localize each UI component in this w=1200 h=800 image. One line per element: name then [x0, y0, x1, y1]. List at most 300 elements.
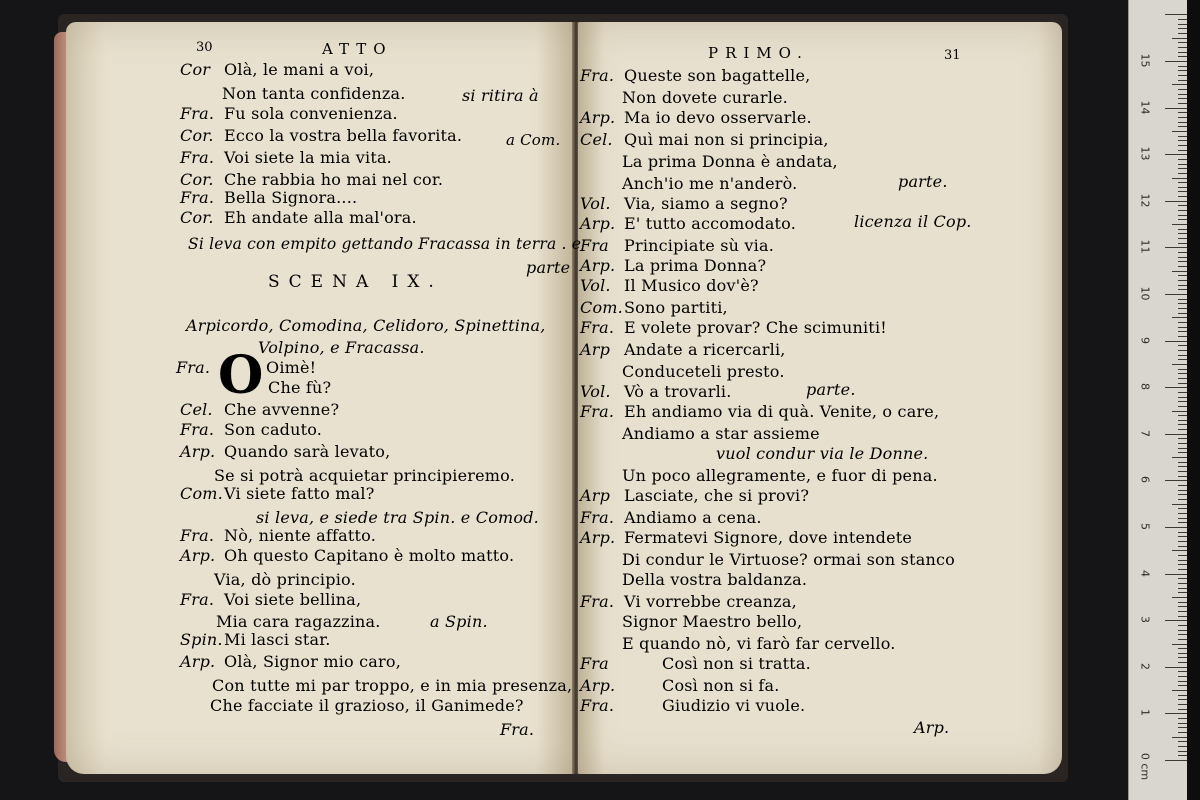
ruler-tick — [1172, 411, 1187, 412]
speaker-label: Fra. — [580, 592, 615, 611]
ruler-tick — [1178, 699, 1187, 700]
line-text: Via, siamo a segno? — [624, 194, 788, 213]
line-text: Via, dò principio. — [214, 570, 356, 589]
speaker-label: Arp. — [580, 256, 616, 275]
ruler-tick — [1178, 322, 1187, 323]
dialogue-line — [180, 484, 375, 504]
line-text: Ma io devo osservarle. — [624, 108, 812, 127]
line-text: Vi vorrebbe creanza, — [624, 592, 797, 611]
dialogue-line — [180, 400, 339, 420]
ruler-tick — [1178, 238, 1187, 239]
dialogue-line — [580, 592, 797, 612]
line-text: Un poco allegramente, e fuor di pena. — [622, 466, 938, 485]
ruler-tick — [1178, 741, 1187, 742]
dialogue-line — [180, 630, 331, 650]
ruler-tick — [1178, 196, 1187, 197]
line-text: Nò, niente affatto. — [224, 526, 377, 545]
speaker-label: Fra — [580, 654, 609, 673]
dialogue-line — [580, 194, 788, 214]
dialogue-line — [622, 152, 838, 172]
line-text: Il Musico dov'è? — [624, 276, 759, 295]
line-text: Vi siete fatto mal? — [224, 484, 375, 503]
dialogue-line — [180, 526, 376, 546]
speaker-label: Fra. — [176, 358, 211, 377]
ruler-tick — [1178, 75, 1187, 76]
line-text: E quando nò, vi farò far cervello. — [622, 634, 896, 653]
dialogue-line — [622, 634, 896, 654]
ruler-tick — [1172, 84, 1187, 85]
line-text: Che facciate il grazioso, il Ganimede? — [210, 696, 524, 715]
speaker-label: Fra. — [580, 696, 615, 715]
ruler-tick — [1178, 117, 1187, 118]
ruler-tick — [1165, 294, 1187, 295]
line-text: E' tutto accomodato. — [624, 214, 797, 233]
stage-direction-licenza: licenza il Cop. — [854, 212, 972, 231]
speaker-label: Vol. — [580, 194, 611, 213]
ruler-tick — [1178, 24, 1187, 25]
ruler-tick — [1178, 718, 1187, 719]
scene-title: SCENA IX. — [268, 272, 443, 292]
ruler-tick — [1178, 546, 1187, 547]
line-text: Ecco la vostra bella favorita. — [224, 126, 463, 145]
ruler-tick — [1178, 52, 1187, 53]
ruler-tick — [1178, 755, 1187, 756]
dialogue-line — [580, 236, 774, 256]
ruler-tick — [1178, 266, 1187, 267]
ruler-tick — [1178, 187, 1187, 188]
ruler-tick — [1165, 713, 1187, 714]
ruler-tick — [1178, 145, 1187, 146]
stage-direction-parte-1: parte. — [898, 172, 948, 191]
dialogue-line — [622, 612, 802, 632]
ruler-tick — [1178, 70, 1187, 71]
ruler-tick — [1178, 383, 1187, 384]
ruler-tick — [1178, 182, 1187, 183]
ruler-tick — [1178, 671, 1187, 672]
drop-cap: O — [218, 345, 264, 406]
stage-direction-parte-2: parte. — [806, 380, 856, 399]
ruler-tick — [1178, 438, 1187, 439]
speaker-label: Arp. — [580, 214, 616, 233]
dialogue-line — [580, 256, 766, 276]
ruler-tick — [1178, 56, 1187, 57]
ruler-number: 4 — [1138, 569, 1152, 577]
ruler-tick — [1178, 47, 1187, 48]
ruler-tick — [1165, 620, 1187, 621]
ruler-tick — [1178, 280, 1187, 281]
line-text: Della vostra baldanza. — [622, 570, 808, 589]
speaker-label: Fra. — [580, 66, 615, 85]
ruler-tick — [1178, 378, 1187, 379]
line-text: Così non si fa. — [662, 676, 780, 695]
ruler-tick — [1178, 625, 1187, 626]
ruler-tick — [1178, 359, 1187, 360]
ruler-tick — [1178, 704, 1187, 705]
ruler-tick — [1172, 38, 1187, 39]
dialogue-line — [580, 508, 762, 528]
ruler-tick — [1178, 66, 1187, 67]
speaker-label: Cor — [180, 60, 211, 79]
line-text: Quì mai non si principia, — [624, 130, 829, 149]
ruler-tick — [1178, 94, 1187, 95]
line-text: Che avvenne? — [224, 400, 340, 419]
ruler-tick — [1178, 42, 1187, 43]
speaker-label: Fra. — [180, 148, 215, 167]
ruler-tick — [1178, 350, 1187, 351]
speaker-label: Fra. — [180, 104, 215, 123]
measurement-ruler — [1128, 0, 1187, 800]
speaker-label: Fra. — [580, 318, 615, 337]
ruler-tick — [1178, 159, 1187, 160]
dialogue-line — [622, 466, 938, 486]
line-text: Giudizio vi vuole. — [662, 696, 806, 715]
speaker-label: Vol. — [580, 382, 611, 401]
speaker-label: Fra. — [180, 590, 215, 609]
ruler-tick — [1178, 313, 1187, 314]
line-text: Fu sola convenienza. — [224, 104, 398, 123]
dialogue-line — [180, 652, 401, 672]
dialogue-line — [180, 60, 374, 80]
ruler-tick — [1172, 644, 1187, 645]
ruler-number: 8 — [1138, 383, 1152, 391]
ruler-tick — [1165, 61, 1187, 62]
ruler-tick — [1178, 229, 1187, 230]
line-text: Oh questo Capitano è molto matto. — [224, 546, 515, 565]
ruler-tick — [1172, 364, 1187, 365]
ruler-tick — [1178, 126, 1187, 127]
dialogue-line — [580, 66, 810, 86]
line-text: Andiamo a cena. — [624, 508, 762, 527]
ruler-tick — [1178, 345, 1187, 346]
ruler-tick — [1178, 723, 1187, 724]
speaker-label: Fra. — [180, 526, 215, 545]
ruler-tick — [1165, 341, 1187, 342]
ruler-tick — [1178, 532, 1187, 533]
ruler-tick — [1178, 727, 1187, 728]
ruler-tick — [1178, 602, 1187, 603]
dialogue-line — [268, 378, 331, 398]
ruler-tick — [1178, 122, 1187, 123]
dialogue-line — [180, 126, 462, 146]
ruler-tick — [1165, 480, 1187, 481]
dialogue-line — [622, 174, 797, 194]
line-text: E volete provar? Che scimuniti! — [624, 318, 887, 337]
ruler-number: 2 — [1138, 662, 1152, 670]
ruler-tick — [1178, 392, 1187, 393]
line-text: Con tutte mi par troppo, e in mia presenza, — [212, 676, 573, 695]
line-text: Queste son bagattelle, — [624, 66, 811, 85]
ruler-tick — [1178, 452, 1187, 453]
ruler-tick — [1178, 28, 1187, 29]
ruler-tick — [1178, 89, 1187, 90]
dialogue-line — [580, 214, 796, 234]
left-page-number: 30 — [196, 40, 213, 55]
ruler-tick — [1178, 33, 1187, 34]
dialogue-line — [180, 420, 322, 440]
line-text: Eh andate alla mal'ora. — [224, 208, 417, 227]
line-text: Sono partiti, — [624, 298, 728, 317]
dialogue-line — [622, 362, 785, 382]
ruler-tick — [1178, 191, 1187, 192]
ruler-tick — [1178, 103, 1187, 104]
ruler-tick — [1178, 606, 1187, 607]
ruler-tick — [1178, 210, 1187, 211]
ruler-tick — [1178, 136, 1187, 137]
right-page-number: 31 — [944, 48, 961, 63]
ruler-tick — [1172, 317, 1187, 318]
ruler-tick — [1178, 522, 1187, 523]
ruler-tick — [1178, 112, 1187, 113]
speaker-label: Fra. — [180, 188, 215, 207]
ruler-tick — [1178, 19, 1187, 20]
dialogue-line — [580, 486, 809, 506]
ruler-tick — [1165, 667, 1187, 668]
dialogue-line — [180, 208, 417, 228]
dialogue-line — [622, 88, 788, 108]
ruler-number: 9 — [1138, 336, 1152, 344]
speaker-label: Arp. — [180, 546, 216, 565]
ruler-tick — [1178, 583, 1187, 584]
ruler-tick — [1178, 373, 1187, 374]
ruler-tick — [1178, 490, 1187, 491]
ruler-tick — [1172, 504, 1187, 505]
ruler-tick — [1178, 252, 1187, 253]
ruler-tick — [1165, 201, 1187, 202]
speaker-label: Arp. — [580, 108, 616, 127]
ruler-tick — [1178, 336, 1187, 337]
line-text: Voi siete bellina, — [224, 590, 362, 609]
ruler-number: 15 — [1138, 53, 1152, 68]
dialogue-line — [580, 382, 732, 402]
stage-direction-a-spin: a Spin. — [430, 612, 488, 631]
line-text: Mi lasci star. — [224, 630, 331, 649]
dialogue-line — [580, 402, 939, 422]
ruler-tick — [1178, 541, 1187, 542]
line-text: Olà, le mani a voi, — [224, 60, 375, 79]
dialogue-line — [180, 148, 392, 168]
ruler-number: 7 — [1138, 429, 1152, 437]
ruler-tick — [1172, 271, 1187, 272]
speaker-label: Fra. — [580, 508, 615, 527]
ruler-tick — [1178, 140, 1187, 141]
dialogue-line — [580, 298, 728, 318]
ruler-tick — [1178, 555, 1187, 556]
speaker-label: Cel. — [180, 400, 213, 419]
ruler-number: 13 — [1138, 146, 1152, 161]
dialogue-line — [580, 676, 780, 696]
line-text: Bella Signora.... — [224, 188, 358, 207]
speaker-label: Fra — [580, 236, 609, 255]
dialogue-line — [212, 676, 572, 696]
line-text: Non dovete curarle. — [622, 88, 788, 107]
ruler-tick — [1178, 327, 1187, 328]
right-catchword: Arp. — [914, 718, 950, 737]
ruler-tick — [1178, 578, 1187, 579]
speaker-label: Arp. — [180, 442, 216, 461]
dialogue-line — [210, 696, 524, 716]
line-text: Di condur le Virtuose? ormai son stanco — [622, 550, 955, 569]
line-text: Fermatevi Signore, dove intendete — [624, 528, 913, 547]
ruler-tick — [1165, 14, 1187, 15]
ruler-number: 10 — [1138, 286, 1152, 301]
ruler-tick — [1178, 662, 1187, 663]
ruler-number: 6 — [1138, 476, 1152, 484]
ruler-tick — [1178, 401, 1187, 402]
left-catchword: Fra. — [500, 720, 535, 739]
line-text: Conduceteli presto. — [622, 362, 785, 381]
ruler-tick — [1178, 476, 1187, 477]
dialogue-line — [580, 340, 786, 360]
characters-line-1: Arpicordo, Comodina, Celidoro, Spinettina, — [186, 316, 546, 335]
speaker-label: Fra. — [180, 420, 215, 439]
line-text: Vò a trovarli. — [624, 382, 732, 401]
dialogue-line — [580, 696, 805, 716]
line-text: Olà, Signor mio caro, — [224, 652, 402, 671]
ruler-tick — [1178, 303, 1187, 304]
speaker-label: Vol. — [580, 276, 611, 295]
ruler-tick — [1165, 387, 1187, 388]
ruler-tick — [1178, 261, 1187, 262]
ruler-tick — [1178, 397, 1187, 398]
ruler-tick — [1172, 457, 1187, 458]
dialogue-line — [580, 276, 759, 296]
ruler-tick — [1165, 247, 1187, 248]
ruler-number: 12 — [1138, 193, 1152, 208]
ruler-tick — [1178, 299, 1187, 300]
dialogue-line — [580, 654, 811, 674]
ruler-tick — [1178, 219, 1187, 220]
line-text: La prima Donna? — [624, 256, 767, 275]
line-text: Che fù? — [268, 378, 332, 397]
speaker-label: Fra. — [580, 402, 615, 421]
ruler-tick — [1178, 681, 1187, 682]
ruler-tick — [1178, 275, 1187, 276]
ruler-tick — [1178, 508, 1187, 509]
ruler-tick — [1178, 630, 1187, 631]
line-text: Quando sarà levato, — [224, 442, 391, 461]
ruler-tick — [1178, 657, 1187, 658]
ruler-tick — [1178, 746, 1187, 747]
ruler-number: 5 — [1138, 523, 1152, 530]
speaker-label: Cor. — [180, 170, 214, 189]
dialogue-line — [622, 550, 955, 570]
ruler-tick — [1178, 406, 1187, 407]
line-text: Mia cara ragazzina. — [216, 612, 381, 631]
stage-direction-si-leva: Si leva con empito gettando Fracassa in terra . e — [188, 235, 582, 253]
stage-direction-a-com: a Com. — [506, 131, 561, 149]
ruler-tick — [1178, 355, 1187, 356]
ruler-tick — [1178, 173, 1187, 174]
ruler-tick — [1178, 616, 1187, 617]
dialogue-line — [180, 442, 390, 462]
dialogue-line — [580, 528, 912, 548]
ruler-tick — [1178, 289, 1187, 290]
ruler-tick — [1178, 429, 1187, 430]
ruler-tick — [1178, 98, 1187, 99]
ruler-tick — [1172, 550, 1187, 551]
line-text: Non tanta confidenza. — [222, 84, 406, 103]
dialogue-line — [180, 590, 361, 610]
ruler-tick — [1178, 308, 1187, 309]
stage-direction-parte: parte — [526, 258, 571, 277]
ruler-unit-label: 0 cm — [1138, 752, 1152, 781]
ruler-tick — [1172, 597, 1187, 598]
speaker-label: Com. — [180, 484, 223, 503]
line-text: La prima Donna è andata, — [622, 152, 838, 171]
ruler-tick — [1178, 331, 1187, 332]
ruler-tick — [1178, 285, 1187, 286]
ruler-tick — [1172, 737, 1187, 738]
ruler-tick — [1178, 751, 1187, 752]
speaker-label: Arp. — [580, 676, 616, 695]
ruler-tick — [1178, 369, 1187, 370]
ruler-tick — [1178, 448, 1187, 449]
line-text: Lasciate, che si provi? — [624, 486, 810, 505]
ruler-tick — [1178, 150, 1187, 151]
ruler-tick — [1178, 676, 1187, 677]
ruler-tick — [1178, 648, 1187, 649]
dialogue-line — [216, 612, 381, 632]
ruler-tick — [1178, 233, 1187, 234]
ruler-tick — [1178, 415, 1187, 416]
ruler-tick — [1178, 634, 1187, 635]
ruler-tick — [1178, 685, 1187, 686]
speaker-label: Cel. — [580, 130, 613, 149]
ruler-tick — [1178, 243, 1187, 244]
ruler-tick — [1178, 732, 1187, 733]
ruler-tick — [1178, 518, 1187, 519]
line-text: Son caduto. — [224, 420, 323, 439]
speaker-label: Cor. — [180, 126, 214, 145]
ruler-tick — [1178, 592, 1187, 593]
dialogue-line — [176, 358, 316, 378]
speaker-label: Arp — [580, 340, 611, 359]
line-text: Andiamo a star assieme — [622, 424, 820, 443]
ruler-tick — [1178, 611, 1187, 612]
ruler-tick — [1178, 164, 1187, 165]
dialogue-line — [180, 546, 514, 566]
ruler-number: 1 — [1138, 709, 1152, 717]
ruler-tick — [1178, 564, 1187, 565]
line-text: Principiate sù via. — [624, 236, 774, 255]
speaker-label: Arp — [580, 486, 611, 505]
dialogue-line — [580, 130, 829, 150]
ruler-tick — [1172, 131, 1187, 132]
speaker-label: Spin. — [180, 630, 223, 649]
dialogue-line — [580, 318, 887, 338]
ruler-tick — [1178, 709, 1187, 710]
ruler-tick — [1165, 434, 1187, 435]
dialogue-line — [622, 424, 820, 444]
ruler-tick — [1178, 499, 1187, 500]
ruler-number: 3 — [1138, 616, 1152, 624]
dialogue-line — [180, 104, 398, 124]
ruler-tick — [1178, 257, 1187, 258]
characters-line-2: Volpino, e Fracassa. — [258, 338, 425, 357]
line-text: Se si potrà acquietar principieremo. — [214, 466, 515, 485]
ruler-tick — [1165, 108, 1187, 109]
ruler-tick — [1178, 485, 1187, 486]
line-text: si leva, e siede tra Spin. e Comod. — [256, 508, 539, 527]
dialogue-line — [580, 108, 812, 128]
dialogue-line — [214, 466, 515, 486]
ruler-tick — [1165, 154, 1187, 155]
dialogue-line — [256, 508, 539, 528]
ruler-tick — [1178, 653, 1187, 654]
right-running-head: PRIMO. — [708, 44, 809, 62]
ruler-number: 11 — [1138, 239, 1152, 254]
ruler-tick — [1178, 420, 1187, 421]
